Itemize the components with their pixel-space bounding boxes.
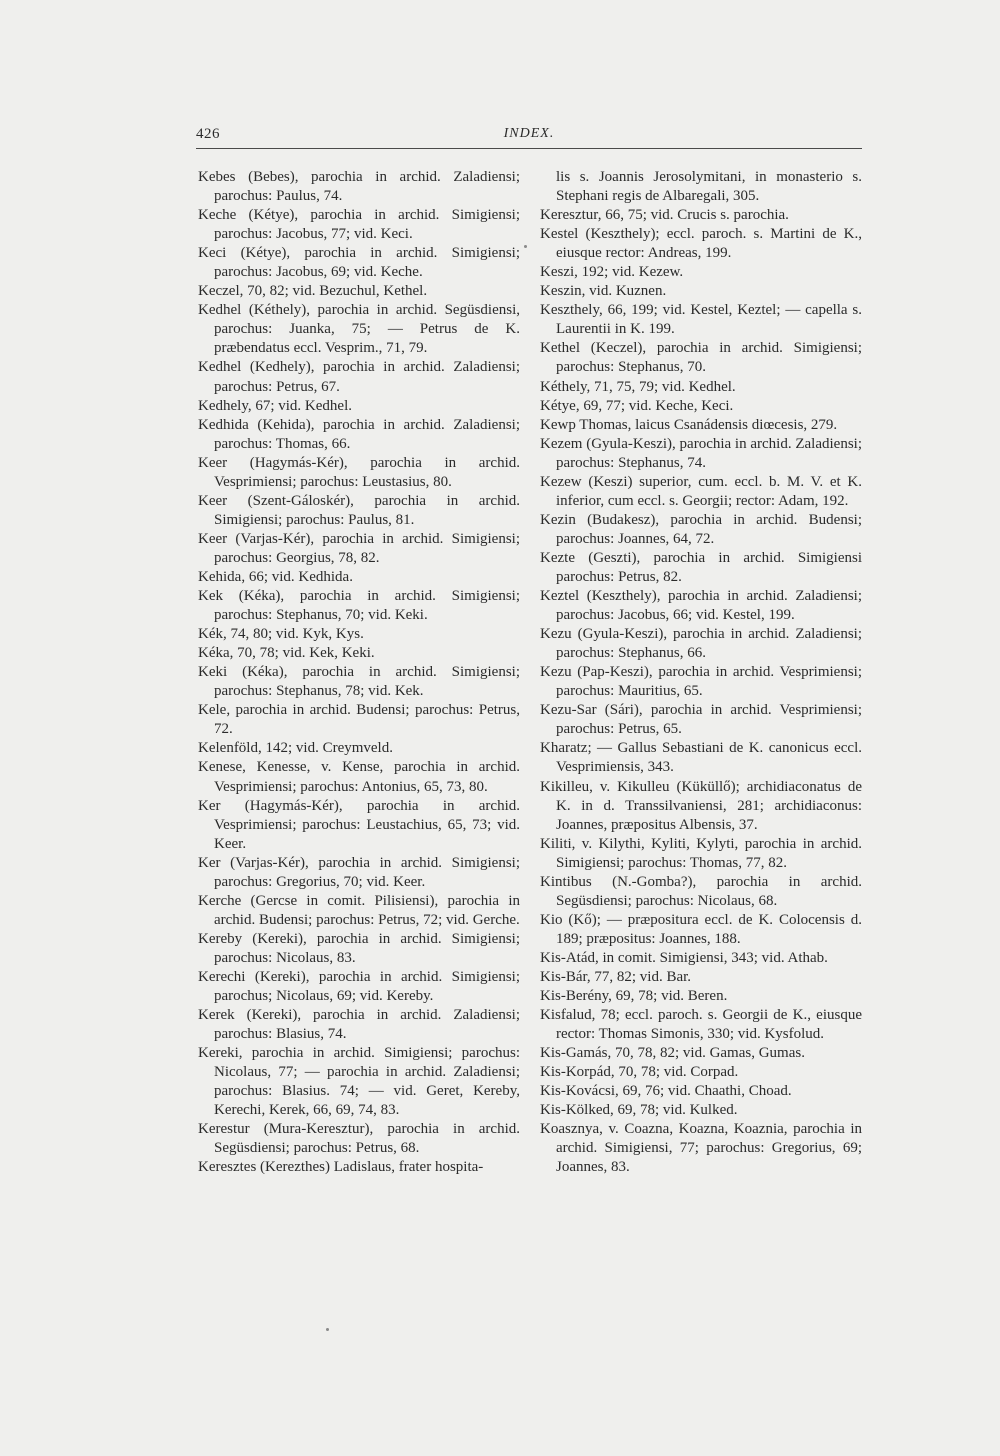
index-column-left xyxy=(198,168,520,1177)
index-entry: Kis-Berény, 69, 78; vid. Beren. xyxy=(540,988,728,1005)
index-entry: Kehida, 66; vid. Kedhida. xyxy=(198,568,353,585)
index-entry: Keki (Kéka), parochia in archid. Simigiensi; parochus: Stephanus, 78; vid. Kek. xyxy=(198,664,520,700)
index-entry: Kenese, Kenesse, v. Kense, parochia in archid. Vesprimiensi; parochus: Antonius, 65, 73, 80. xyxy=(198,759,520,795)
index-entry: Kezem (Gyula-Keszi), parochia in archid. Zaladiensi; parochus: Stephanus, 74. xyxy=(540,435,862,471)
index-entry: Kezew (Keszi) superior, cum. eccl. b. M. V. et K. inferior, cum eccl. s. Georgii; rector: Adam, 192. xyxy=(540,473,862,509)
index-entry: Keche (Kétye), parochia in archid. Simigiensi; parochus: Jacobus, 77; vid. Keci. xyxy=(198,207,520,243)
page-header xyxy=(196,124,862,149)
index-entry: Kedhel (Kedhely), parochia in archid. Zaladiensi; parochus: Petrus, 67. xyxy=(198,359,520,395)
index-entry: Kezin (Budakesz), parochia in archid. Budensi; parochus: Joannes, 64, 72. xyxy=(540,511,862,547)
index-entry: Keszin, vid. Kuznen. xyxy=(540,283,667,300)
index-entry: Kharatz; — Gallus Sebastiani de K. canonicus eccl. Vesprimiensis, 343. xyxy=(540,740,862,776)
index-entry: Kewp Thomas, laicus Csanádensis diœcesis, 279. xyxy=(540,416,838,433)
index-entry: Kétye, 69, 77; vid. Keche, Keci. xyxy=(540,397,734,414)
running-title: INDEX. xyxy=(503,126,555,141)
index-entry: Kis-Atád, in comit. Simigiensi, 343; vid. Athab. xyxy=(540,949,828,966)
index-entry: lis s. Joannis Jerosolymitani, in monasterio s. Stephani regis de Albaregali, 305. xyxy=(556,169,862,205)
index-entry: Keer (Varjas-Kér), parochia in archid. Simigiensi; parochus: Georgius, 78, 82. xyxy=(198,530,520,566)
index-entry: Kis-Gamás, 70, 78, 82; vid. Gamas, Gumas. xyxy=(540,1045,805,1062)
index-entry: Kerestur (Mura-Keresztur), parochia in archid. Següsdiensi; parochus: Petrus, 68. xyxy=(198,1121,520,1157)
index-entry: Keer (Szent-Gáloskér), parochia in archid. Simigiensi; parochus: Paulus, 81. xyxy=(198,492,520,528)
index-entry: Kis-Bár, 77, 82; vid. Bar. xyxy=(540,968,692,985)
index-entry: Kestel (Keszthely); eccl. paroch. s. Martini de K., eiusque rector: Andreas, 199. xyxy=(540,226,862,262)
index-entry: Kio (Kő); — præpositura eccl. de K. Colocensis d. 189; præpositus: Joannes, 188. xyxy=(540,911,862,947)
index-entry: Kis-Kölked, 69, 78; vid. Kulked. xyxy=(540,1102,738,1119)
paper-speck xyxy=(326,1328,329,1331)
index-entry: Kebes (Bebes), parochia in archid. Zaladiensi; parochus: Paulus, 74. xyxy=(198,169,520,205)
index-entry: Kele, parochia in archid. Budensi; parochus: Petrus, 72. xyxy=(198,702,520,738)
index-entry: Keszi, 192; vid. Kezew. xyxy=(540,264,684,281)
index-entry: Koasznya, v. Coazna, Koazna, Koaznia, parochia in archid. Simigiensi, 77; parochus: Gregorius, 69; Joannes, 83. xyxy=(540,1121,862,1176)
paper-speck xyxy=(524,245,527,248)
index-entry: Kereki, parochia in archid. Simigiensi; parochus: Nicolaus, 77; — parochia in archid. Zaladiensi; parochus: Blasius. 74; — vid. Geret, Kereby, Kerechi, Kerek, 66, 69, 74, 83. xyxy=(198,1045,520,1119)
index-entry: Kezu (Gyula-Keszi), parochia in archid. Zaladiensi; parochus: Stephanus, 66. xyxy=(540,626,862,662)
index-entry: Kerechi (Kereki), parochia in archid. Simigiensi; parochus; Nicolaus, 69; vid. Kereby. xyxy=(198,968,520,1005)
index-entry: Keztel (Keszthely), parochia in archid. Zaladiensi; parochus: Jacobus, 66; vid. Kestel, 199. xyxy=(540,588,862,624)
index-entry: Kéthely, 71, 75, 79; vid. Kedhel. xyxy=(540,378,736,395)
index-entry: Kikilleu, v. Kikulleu (Küküllő); archidiaconatus de K. in d. Transsilvaniensi, 281; archidiaconus: Joannes, præpositus Albensis, 37. xyxy=(540,778,862,833)
index-entry: Kezu (Pap-Keszi), parochia in archid. Vesprimiensi; parochus: Mauritius, 65. xyxy=(540,664,862,700)
index-entry: Kintibus (N.-Gomba?), parochia in archid. Següsdiensi; parochus: Nicolaus, 68. xyxy=(540,873,862,909)
index-entry: Kis-Kovácsi, 69, 76; vid. Chaathi, Choad. xyxy=(540,1083,792,1100)
index-entry: Kek (Kéka), parochia in archid. Simigiensi; parochus: Stephanus, 70; vid. Keki. xyxy=(198,588,520,624)
index-entry: Kedhida (Kehida), parochia in archid. Zaladiensi; parochus: Thomas, 66. xyxy=(198,416,520,452)
index-entry: Kelenföld, 142; vid. Creymveld. xyxy=(198,740,393,757)
index-entry: Kezu-Sar (Sári), parochia in archid. Vesprimiensi; parochus: Petrus, 65. xyxy=(540,702,862,738)
index-entry: Keci (Kétye), parochia in archid. Simigiensi; parochus: Jacobus, 69; vid. Keche. xyxy=(198,245,520,281)
index-entry: Kezte (Geszti), parochia in archid. Simigiensi parochus: Petrus, 82. xyxy=(540,549,862,585)
index-entry: Kethel (Keczel), parochia in archid. Simigiensi; parochus: Stephanus, 70. xyxy=(540,340,862,376)
index-entry: Kedhel (Kéthely), parochia in archid. Següsdiensi, parochus: Juanka, 75; — Petrus de K. præbendatus eccl. Vesprim., 71, 79. xyxy=(198,302,520,357)
index-entry: Keer (Hagymás-Kér), parochia in archid. Vesprimiensi; parochus: Leustasius, 80. xyxy=(198,454,520,490)
index-entry: Keczel, 70, 82; vid. Bezuchul, Kethel. xyxy=(198,283,428,300)
index-entry: Kereby (Kereki), parochia in archid. Simigiensi; parochus: Nicolaus, 83. xyxy=(198,930,520,966)
index-entry: Kisfalud, 78; eccl. paroch. s. Georgii de K., eiusque rector: Thomas Simonis, 330; vid. Kysfolud. xyxy=(540,1007,862,1043)
index-entry: Kis-Korpád, 70, 78; vid. Corpad. xyxy=(540,1064,739,1081)
index-entry: Keszthely, 66, 199; vid. Kestel, Keztel; — capella s. Laurentii in K. 199. xyxy=(540,302,862,338)
index-entry: Kerek (Kereki), parochia in archid. Zaladiensi; parochus: Blasius, 74. xyxy=(198,1007,520,1043)
page-number: 426 xyxy=(196,126,220,142)
index-entry: Ker (Varjas-Kér), parochia in archid. Simigiensi; parochus: Gregorius, 70; vid. Keer. xyxy=(198,854,520,890)
index-entry: Kéka, 70, 78; vid. Kek, Keki. xyxy=(198,645,375,662)
index-entry: Kék, 74, 80; vid. Kyk, Kys. xyxy=(198,626,364,643)
index-entry: Ker (Hagymás-Kér), parochia in archid. Vesprimiensi; parochus: Leustachius, 65, 73; vid. Keer. xyxy=(198,797,520,852)
index-entry: Kiliti, v. Kilythi, Kyliti, Kylyti, parochia in archid. Simigiensi; parochus: Thomas, 77, 82. xyxy=(540,835,862,871)
index-entry: Keresztes (Kerezthes) Ladislaus, frater hospita- xyxy=(198,1159,484,1176)
index-entry: Kerche (Gercse in comit. Pilisiensi), parochia in archid. Budensi; parochus: Petrus, 72; vid. Gerche. xyxy=(198,892,520,928)
index-entry: Keresztur, 66, 75; vid. Crucis s. parochia. xyxy=(540,207,789,224)
index-entry: Kedhely, 67; vid. Kedhel. xyxy=(198,397,352,414)
index-column-right xyxy=(540,168,862,1177)
